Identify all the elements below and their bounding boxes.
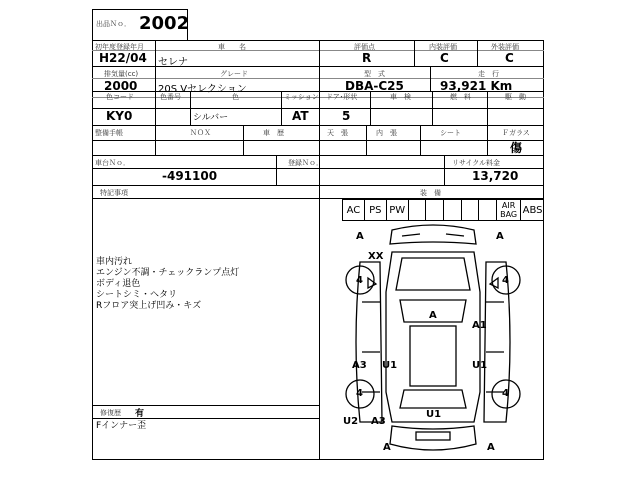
color-code-value: KY0 (106, 109, 133, 123)
note-line: シートシミ・ヘタリ (96, 290, 178, 300)
recycle-label: リサイクル料金 (452, 159, 501, 167)
repair-value: 有 (135, 409, 145, 419)
car-name-label: 車 名 (218, 43, 246, 51)
damage-mark: A (383, 442, 391, 453)
notes-list (96, 257, 239, 312)
glass-label: Ｆガラス (502, 129, 530, 137)
mission-label: ミッション (284, 93, 319, 101)
seat-label: シート (440, 129, 461, 137)
notes-label: 特記事項 (100, 189, 128, 197)
registration-label: 登録Ｎｏ． (288, 159, 323, 167)
year-value: H22/04 (99, 51, 147, 65)
door-label: ドア･形状 (326, 93, 358, 101)
damage-mark: A1 (472, 320, 487, 331)
manual-label: 整備手帳 (95, 129, 123, 137)
damage-mark: U1 (382, 360, 398, 371)
equipment-row (342, 199, 544, 221)
equipment-slot (479, 200, 497, 220)
damage-mark: A (487, 442, 495, 453)
note-line: ボディ退色 (96, 279, 141, 289)
grade-value: 20S Vセレクション (158, 84, 247, 95)
color-no-label: 色番号 (160, 93, 181, 101)
equipment-slot (426, 200, 444, 220)
fuel-label: 燃 料 (450, 93, 471, 101)
grade-point-label: 評価点 (354, 43, 375, 51)
equipment-slot (409, 200, 427, 220)
drive-label: 駆 動 (505, 93, 526, 101)
damage-mark: A3 (352, 360, 367, 371)
chassis-value: -491100 (162, 169, 218, 183)
inspection-label: 車 検 (390, 93, 411, 101)
damage-mark: A (356, 231, 364, 242)
damage-mark: U2 (343, 416, 359, 427)
damage-mark: U1 (426, 409, 442, 420)
roof-label: 天 張 (327, 129, 348, 137)
damage-mark: XX (368, 251, 384, 262)
equipment-label: 装 備 (420, 189, 441, 197)
equipment-pw: PW (387, 200, 409, 220)
note-line: エンジン不調・チェックランプ点灯 (96, 268, 240, 278)
grade-point-value: R (362, 51, 372, 65)
equipment-abs: ABS (522, 204, 543, 216)
interior-score-label: 内装評価 (429, 43, 457, 51)
displacement-label: 排気量(cc) (104, 70, 139, 78)
equipment-slot (444, 200, 462, 220)
displacement-value: 2000 (104, 79, 138, 93)
damage-mark: 4 (356, 275, 363, 286)
inner-label: 内 張 (376, 129, 397, 137)
note-line: Rフロア突上げ凹み・キズ (96, 301, 202, 311)
color-label: 色 (232, 93, 239, 101)
grade-label: グレード (220, 70, 248, 78)
exterior-score-label: 外装評価 (491, 43, 519, 51)
front-bumper-shape (390, 225, 476, 244)
damage-mark: A (496, 231, 504, 242)
repair-label: 修復歴 (100, 409, 121, 417)
color-code-label: 色コード (106, 93, 134, 101)
car-name-value: セレナ (158, 57, 188, 68)
model-value: DBA-C25 (345, 79, 404, 93)
interior-score-value: C (440, 51, 449, 65)
damage-mark: 4 (502, 388, 509, 399)
nox-label: ＮＯＸ (190, 129, 211, 137)
equipment-slot (462, 200, 480, 220)
car-diagram (330, 222, 536, 458)
damage-mark: 4 (502, 275, 509, 286)
mileage-value: 93,921 Km (440, 79, 513, 93)
damage-mark: U1 (472, 360, 488, 371)
year-label: 初年度登録年月 (95, 43, 144, 51)
rear-bumper-shape (390, 426, 476, 450)
color-value: シルバー (193, 113, 229, 123)
equipment-airbag: AIR BAG (497, 200, 521, 220)
equipment-ps: PS (365, 200, 387, 220)
mileage-label: 走 行 (478, 70, 499, 78)
exterior-score-value: C (505, 51, 514, 65)
damage-mark: A3 (371, 416, 386, 427)
door-value: 5 (342, 109, 351, 123)
repair-note: Fインナー歪 (96, 421, 147, 431)
damage-mark: 4 (356, 388, 363, 399)
glass-value: 傷 (510, 141, 523, 155)
mission-value: AT (292, 109, 309, 123)
note-line: 車内汚れ (96, 257, 133, 267)
chassis-label: 車台Ｎｏ． (95, 159, 130, 167)
lot-number-value: 2002 (139, 13, 190, 34)
lot-number-box (92, 9, 188, 41)
recycle-value: 13,720 (472, 169, 519, 183)
body-outline-shape (386, 252, 480, 422)
model-label: 型 式 (364, 70, 385, 78)
equipment-ac: AC (343, 200, 365, 220)
history-label: 車 歴 (263, 129, 284, 137)
damage-mark: A (429, 310, 437, 321)
lot-number-label: 出品Ｎｏ． (96, 20, 131, 28)
